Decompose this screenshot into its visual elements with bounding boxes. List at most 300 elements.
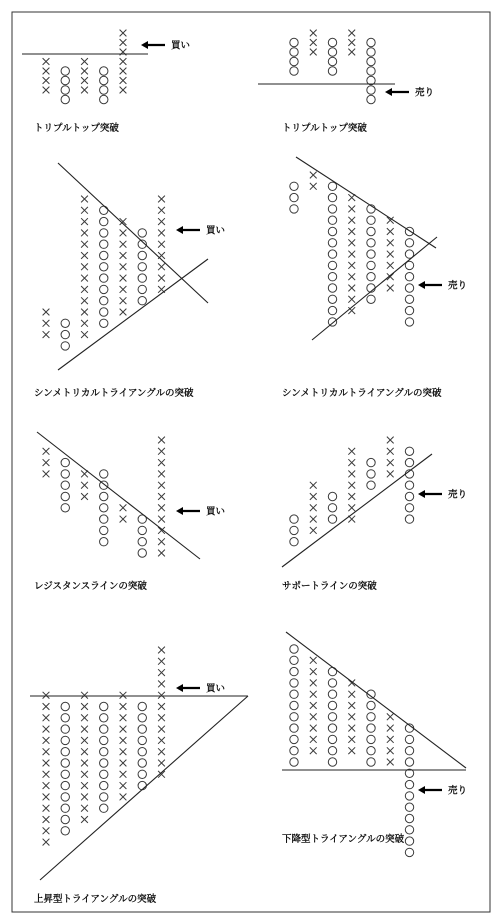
pattern-caption: トリプルトップ突破	[34, 123, 119, 134]
o-mark	[100, 504, 108, 512]
x-mark	[387, 747, 394, 754]
o-mark	[367, 295, 375, 303]
x-mark	[348, 482, 355, 489]
o-mark	[328, 57, 336, 65]
x-mark	[43, 794, 50, 801]
o-mark	[138, 725, 146, 733]
x-mark	[43, 760, 50, 767]
o-mark	[100, 515, 108, 523]
o-mark	[100, 492, 108, 500]
o-mark	[367, 48, 375, 56]
o-mark	[100, 748, 108, 756]
o-mark	[367, 713, 375, 721]
x-mark	[81, 263, 88, 270]
x-mark	[158, 550, 165, 557]
x-mark	[43, 309, 50, 316]
x-mark	[81, 230, 88, 237]
x-mark	[310, 172, 317, 179]
o-mark	[290, 645, 298, 653]
o-mark	[100, 274, 108, 282]
o-mark	[367, 95, 375, 103]
o-mark	[328, 193, 336, 201]
x-mark	[120, 241, 127, 248]
x-mark	[158, 207, 165, 214]
o-mark	[100, 240, 108, 248]
x-mark	[43, 714, 50, 721]
o-mark	[328, 261, 336, 269]
o-mark	[61, 714, 69, 722]
x-mark	[158, 703, 165, 710]
x-mark	[310, 725, 317, 732]
x-mark	[120, 30, 127, 37]
pattern-caption: 上昇型トライアングルの突破	[34, 894, 157, 905]
o-mark	[367, 86, 375, 94]
x-mark	[387, 273, 394, 280]
x-mark	[120, 58, 127, 65]
x-mark	[387, 437, 394, 444]
x-mark	[120, 309, 127, 316]
o-mark	[100, 759, 108, 767]
o-mark	[405, 515, 413, 523]
x-mark	[81, 252, 88, 259]
x-mark	[387, 228, 394, 235]
o-mark	[100, 263, 108, 271]
x-mark	[158, 230, 165, 237]
buy-arrow-icon	[141, 41, 165, 49]
o-mark	[328, 690, 336, 698]
x-mark	[387, 459, 394, 466]
pattern-caption: サポートラインの突破	[282, 581, 377, 592]
o-mark	[138, 297, 146, 305]
x-mark	[81, 816, 88, 823]
o-mark	[138, 748, 146, 756]
x-mark	[158, 471, 165, 478]
x-mark	[81, 297, 88, 304]
o-mark	[100, 297, 108, 305]
o-mark	[61, 95, 69, 103]
o-mark	[367, 273, 375, 281]
x-mark	[348, 251, 355, 258]
o-mark	[100, 76, 108, 84]
pattern-support-sell	[282, 437, 467, 592]
x-mark	[120, 77, 127, 84]
x-mark	[81, 275, 88, 282]
pattern-caption: 下降型トライアングルの突破	[282, 834, 405, 845]
o-mark	[290, 679, 298, 687]
sell-arrow-icon	[418, 490, 442, 498]
x-mark	[158, 263, 165, 270]
x-mark	[158, 692, 165, 699]
o-mark	[61, 770, 69, 778]
o-mark	[290, 193, 298, 201]
x-mark	[348, 296, 355, 303]
signal-label: 売り	[448, 280, 468, 292]
x-mark	[310, 702, 317, 709]
x-mark	[387, 725, 394, 732]
x-mark	[310, 680, 317, 687]
o-mark	[290, 735, 298, 743]
o-mark	[405, 492, 413, 500]
x-mark	[81, 68, 88, 75]
signal-label: 買い	[171, 40, 191, 52]
o-mark	[405, 239, 413, 247]
x-mark	[81, 760, 88, 767]
x-mark	[387, 239, 394, 246]
o-mark	[290, 758, 298, 766]
x-mark	[348, 493, 355, 500]
o-mark	[61, 470, 69, 478]
x-mark	[43, 816, 50, 823]
o-mark	[100, 538, 108, 546]
x-mark	[348, 49, 355, 56]
x-mark	[81, 771, 88, 778]
x-mark	[120, 737, 127, 744]
x-mark	[310, 49, 317, 56]
x-mark	[43, 737, 50, 744]
pattern-caption: シンメトリカルトライアングルの突破	[34, 388, 194, 399]
x-mark	[43, 471, 50, 478]
pattern-ascending-buy	[30, 647, 248, 905]
o-mark	[405, 758, 413, 766]
o-mark	[405, 747, 413, 755]
o-mark	[138, 714, 146, 722]
x-mark	[120, 297, 127, 304]
x-mark	[158, 748, 165, 755]
x-mark	[158, 726, 165, 733]
x-mark	[120, 516, 127, 523]
o-mark	[405, 447, 413, 455]
x-mark	[158, 275, 165, 282]
x-mark	[81, 241, 88, 248]
x-mark	[81, 207, 88, 214]
o-mark	[405, 848, 413, 856]
o-mark	[328, 492, 336, 500]
x-mark	[387, 759, 394, 766]
x-mark	[81, 286, 88, 293]
signal-label: 売り	[448, 785, 468, 797]
o-mark	[138, 526, 146, 534]
trend-line	[58, 259, 208, 370]
outer-border	[12, 12, 490, 912]
o-mark	[367, 735, 375, 743]
o-mark	[405, 780, 413, 788]
o-mark	[61, 330, 69, 338]
o-mark	[61, 725, 69, 733]
o-mark	[100, 470, 108, 478]
x-mark	[348, 239, 355, 246]
o-mark	[138, 702, 146, 710]
x-mark	[81, 714, 88, 721]
buy-arrow-icon	[176, 507, 200, 515]
x-mark	[43, 448, 50, 455]
o-mark	[138, 285, 146, 293]
x-mark	[81, 493, 88, 500]
x-mark	[158, 760, 165, 767]
o-mark	[290, 182, 298, 190]
o-mark	[328, 679, 336, 687]
x-mark	[348, 747, 355, 754]
o-mark	[290, 67, 298, 75]
x-mark	[158, 241, 165, 248]
o-mark	[61, 319, 69, 327]
o-mark	[328, 747, 336, 755]
o-mark	[61, 827, 69, 835]
x-mark	[310, 30, 317, 37]
x-mark	[81, 737, 88, 744]
x-mark	[120, 87, 127, 94]
o-mark	[328, 758, 336, 766]
o-mark	[100, 781, 108, 789]
x-mark	[310, 183, 317, 190]
x-mark	[348, 228, 355, 235]
x-mark	[158, 538, 165, 545]
x-mark	[310, 493, 317, 500]
o-mark	[290, 38, 298, 46]
pattern-caption: シンメトリカルトライアングルの突破	[282, 388, 442, 399]
o-mark	[100, 770, 108, 778]
o-mark	[100, 67, 108, 75]
o-mark	[61, 815, 69, 823]
pattern-triple-top-buy	[22, 30, 190, 134]
o-mark	[405, 735, 413, 743]
o-mark	[100, 725, 108, 733]
o-mark	[100, 308, 108, 316]
o-mark	[61, 804, 69, 812]
o-mark	[100, 251, 108, 259]
x-mark	[120, 703, 127, 710]
o-mark	[100, 702, 108, 710]
o-mark	[290, 205, 298, 213]
o-mark	[367, 481, 375, 489]
x-mark	[120, 726, 127, 733]
x-mark	[43, 87, 50, 94]
o-mark	[328, 284, 336, 292]
o-mark	[328, 724, 336, 732]
o-mark	[61, 748, 69, 756]
x-mark	[43, 58, 50, 65]
signal-label: 買い	[206, 225, 226, 237]
o-mark	[138, 274, 146, 282]
signal-label: 買い	[206, 683, 226, 695]
x-mark	[310, 504, 317, 511]
x-mark	[81, 794, 88, 801]
o-mark	[138, 736, 146, 744]
x-mark	[348, 702, 355, 709]
o-mark	[138, 770, 146, 778]
x-mark	[310, 527, 317, 534]
x-mark	[158, 681, 165, 688]
o-mark	[61, 504, 69, 512]
o-mark	[405, 481, 413, 489]
trend-line	[58, 163, 208, 303]
x-mark	[43, 459, 50, 466]
x-mark	[81, 87, 88, 94]
o-mark	[328, 667, 336, 675]
o-mark	[367, 747, 375, 755]
x-mark	[348, 459, 355, 466]
pattern-symmetrical-buy	[34, 163, 225, 399]
o-mark	[138, 538, 146, 546]
o-mark	[100, 86, 108, 94]
o-mark	[61, 759, 69, 767]
x-mark	[158, 459, 165, 466]
o-mark	[61, 458, 69, 466]
o-mark	[138, 263, 146, 271]
x-mark	[310, 482, 317, 489]
x-mark	[387, 251, 394, 258]
x-mark	[120, 68, 127, 75]
x-mark	[43, 771, 50, 778]
x-mark	[158, 647, 165, 654]
x-mark	[43, 68, 50, 75]
x-mark	[310, 516, 317, 523]
x-mark	[81, 218, 88, 225]
o-mark	[328, 227, 336, 235]
x-mark	[81, 782, 88, 789]
x-mark	[120, 275, 127, 282]
x-mark	[348, 217, 355, 224]
o-mark	[290, 713, 298, 721]
o-mark	[61, 702, 69, 710]
o-mark	[61, 67, 69, 75]
x-mark	[348, 471, 355, 478]
o-mark	[290, 747, 298, 755]
x-mark	[158, 714, 165, 721]
x-mark	[387, 471, 394, 478]
x-mark	[158, 516, 165, 523]
o-mark	[61, 492, 69, 500]
pattern-triple-bottom-sell	[258, 30, 434, 134]
x-mark	[310, 39, 317, 46]
x-mark	[81, 482, 88, 489]
o-mark	[328, 38, 336, 46]
o-mark	[367, 470, 375, 478]
o-mark	[328, 735, 336, 743]
o-mark	[367, 216, 375, 224]
o-mark	[367, 261, 375, 269]
o-mark	[367, 67, 375, 75]
x-mark	[120, 782, 127, 789]
o-mark	[328, 515, 336, 523]
o-mark	[405, 792, 413, 800]
signal-label: 売り	[448, 489, 468, 501]
o-mark	[290, 538, 298, 546]
x-mark	[158, 437, 165, 444]
x-mark	[348, 273, 355, 280]
o-mark	[328, 250, 336, 258]
x-mark	[81, 58, 88, 65]
o-mark	[138, 549, 146, 557]
o-mark	[328, 306, 336, 314]
x-mark	[43, 839, 50, 846]
x-mark	[43, 782, 50, 789]
x-mark	[348, 448, 355, 455]
x-mark	[348, 736, 355, 743]
x-mark	[348, 725, 355, 732]
x-mark	[348, 206, 355, 213]
trend-line	[40, 696, 248, 880]
x-mark	[310, 657, 317, 664]
o-mark	[328, 295, 336, 303]
o-mark	[61, 342, 69, 350]
o-mark	[290, 656, 298, 664]
o-mark	[290, 724, 298, 732]
x-mark	[158, 504, 165, 511]
o-mark	[367, 724, 375, 732]
o-mark	[100, 736, 108, 744]
sell-arrow-icon	[385, 88, 409, 96]
o-mark	[290, 57, 298, 65]
o-mark	[328, 239, 336, 247]
o-mark	[100, 206, 108, 214]
o-mark	[290, 515, 298, 523]
x-mark	[81, 309, 88, 316]
x-mark	[81, 805, 88, 812]
x-mark	[387, 448, 394, 455]
o-mark	[405, 306, 413, 314]
x-mark	[81, 748, 88, 755]
x-mark	[348, 713, 355, 720]
x-mark	[43, 748, 50, 755]
x-mark	[158, 669, 165, 676]
x-mark	[120, 748, 127, 755]
o-mark	[100, 285, 108, 293]
x-mark	[348, 691, 355, 698]
o-mark	[405, 318, 413, 326]
o-mark	[328, 67, 336, 75]
o-mark	[61, 736, 69, 744]
x-mark	[158, 196, 165, 203]
trend-line	[282, 454, 432, 567]
x-mark	[43, 827, 50, 834]
o-mark	[405, 826, 413, 834]
o-mark	[367, 227, 375, 235]
o-mark	[328, 182, 336, 190]
o-mark	[100, 714, 108, 722]
x-mark	[43, 692, 50, 699]
pattern-symmetrical-sell	[282, 157, 467, 399]
x-mark	[81, 726, 88, 733]
x-mark	[120, 760, 127, 767]
o-mark	[290, 48, 298, 56]
x-mark	[43, 320, 50, 327]
x-mark	[120, 252, 127, 259]
o-mark	[328, 713, 336, 721]
o-mark	[290, 667, 298, 675]
x-mark	[43, 726, 50, 733]
x-mark	[310, 668, 317, 675]
o-mark	[405, 837, 413, 845]
o-mark	[367, 57, 375, 65]
x-mark	[310, 736, 317, 743]
x-mark	[387, 713, 394, 720]
x-mark	[43, 331, 50, 338]
x-mark	[120, 794, 127, 801]
o-mark	[367, 38, 375, 46]
o-mark	[405, 458, 413, 466]
x-mark	[81, 196, 88, 203]
x-mark	[310, 747, 317, 754]
x-mark	[348, 39, 355, 46]
o-mark	[405, 295, 413, 303]
x-mark	[158, 448, 165, 455]
x-mark	[348, 307, 355, 314]
x-mark	[120, 504, 127, 511]
o-mark	[100, 95, 108, 103]
o-mark	[328, 504, 336, 512]
o-mark	[405, 504, 413, 512]
x-mark	[120, 263, 127, 270]
